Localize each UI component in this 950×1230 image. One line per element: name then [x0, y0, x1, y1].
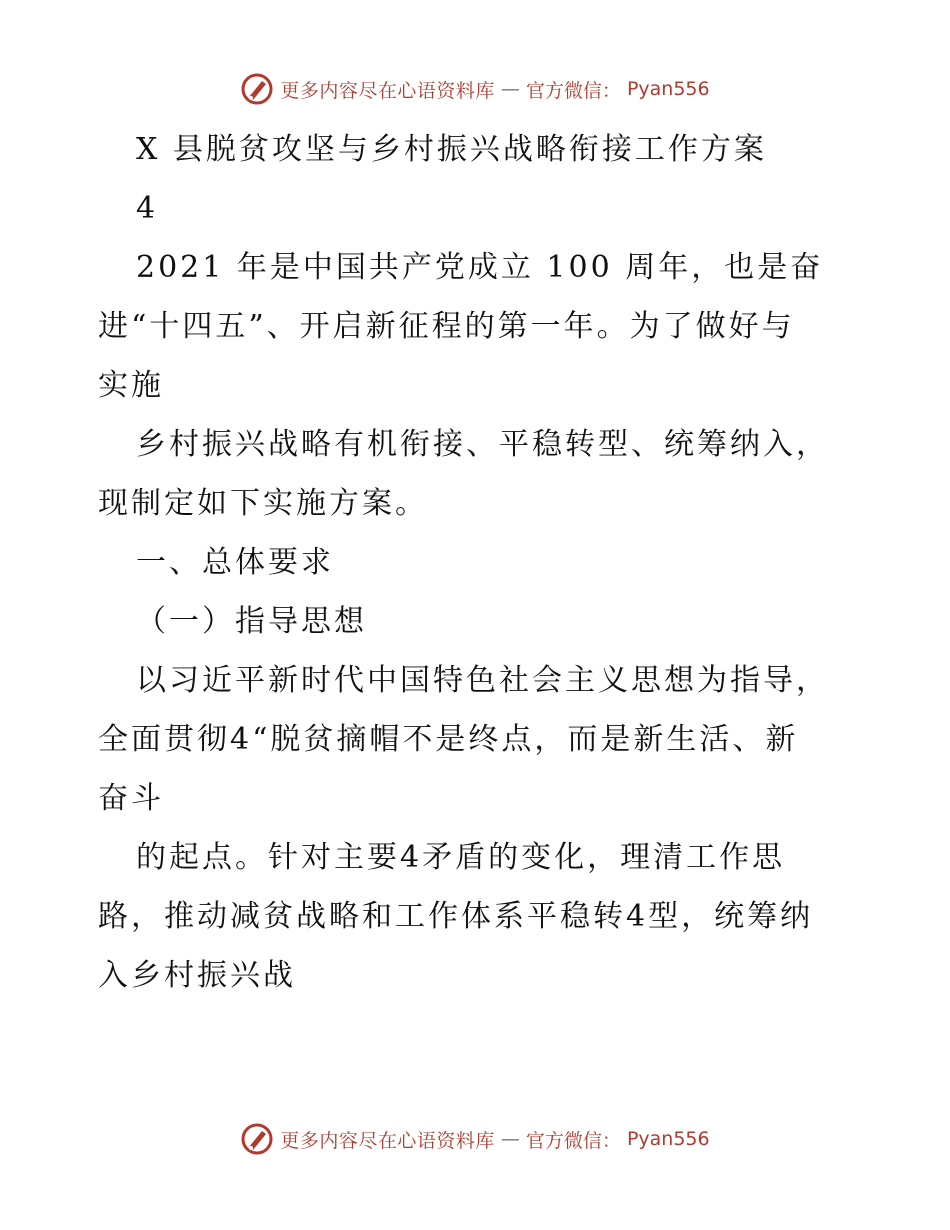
paragraph-line: 奋斗 [98, 781, 164, 816]
paragraph-line: 以习近平新时代中国特色社会主义思想为指导， [136, 663, 829, 698]
watermark-label: 官方微信： [525, 79, 621, 102]
document-body [98, 120, 858, 1005]
paragraph-line: 路，推动减贫战略和工作体系平稳转4型，统筹纳 [98, 899, 814, 934]
watermark-brand: 更多内容尽在心语资料库 [280, 1129, 495, 1152]
subsection-heading: （一）指导思想 [136, 604, 367, 639]
watermark-contact: Pyan556 [626, 78, 710, 100]
paragraph-line: 乡村振兴战略有机衔接、平稳转型、统筹纳入， [136, 427, 829, 462]
paragraph-line: 入乡村振兴战 [98, 958, 296, 993]
watermark-separator: — [500, 78, 520, 100]
page-marker: 4 [136, 191, 159, 226]
paragraph-line: 进“十四五”、开启新征程的第一年。为了做好与 [98, 309, 795, 344]
paragraph-line: 现制定如下实施方案。 [98, 486, 428, 521]
watermark-separator: — [500, 1128, 520, 1150]
watermark-brand: 更多内容尽在心语资料库 [280, 79, 495, 102]
pen-logo-icon [240, 72, 274, 106]
paragraph-line: 全面贯彻4“脱贫摘帽不是终点，而是新生活、新 [98, 722, 799, 757]
watermark-label: 官方微信： [525, 1129, 621, 1152]
document-title: X 县脱贫攻坚与乡村振兴战略衔接工作方案 [136, 132, 767, 167]
pen-logo-icon [240, 1122, 274, 1156]
watermark-contact: Pyan556 [626, 1128, 710, 1150]
paragraph-line: 实施 [98, 368, 164, 403]
section-heading: 一、总体要求 [136, 545, 334, 580]
paragraph-line: 的起点。针对主要4矛盾的变化，理清工作思 [136, 840, 786, 875]
footer-watermark [0, 1122, 950, 1156]
paragraph-line: 2021 年是中国共产党成立 100 周年，也是奋 [136, 250, 824, 285]
header-watermark [0, 72, 950, 106]
